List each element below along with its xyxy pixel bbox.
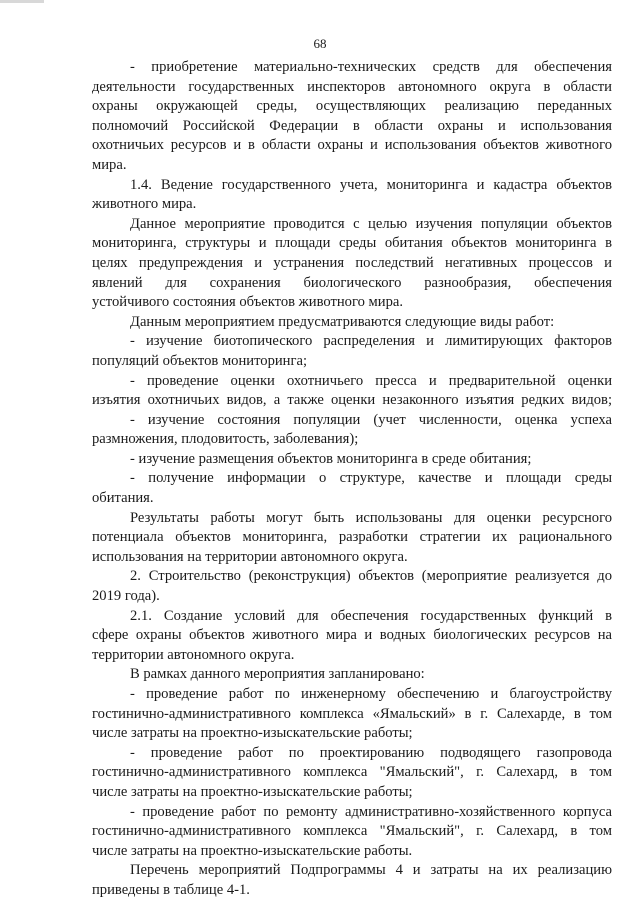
document-body <box>92 58 612 901</box>
section-heading: 2.1. Создание условий для обеспечения государственных функций в <box>130 607 612 624</box>
text-line: гостинично-административного комплекса "Ямальский", г. Салехард, в том <box>92 823 612 840</box>
text-line: животного мира. <box>92 196 197 213</box>
text-line: Данное мероприятие проводится с целью изучения популяции объектов <box>130 215 612 232</box>
text-line: размножения, плодовитость, заболевания); <box>92 431 359 448</box>
list-item: - проведение работ по проектированию подводящего газопровода <box>130 744 612 761</box>
text-line: мониторинга, структуры и площади среды обитания объектов мониторинга в <box>92 235 612 252</box>
list-item: - изучение биотопического распределения и лимитирующих факторов <box>130 333 612 350</box>
text-line: Результаты работы могут быть использованы для оценки ресурсного <box>130 509 612 526</box>
text-line: - приобретение материально-технических средств для обеспечения <box>130 59 612 75</box>
text-line: деятельности государственных инспекторов автономного округа в области <box>92 78 612 95</box>
text-line: приведены в таблице 4-1. <box>92 881 250 898</box>
text-line: числе затраты на проектно-изыскательские работы; <box>92 725 413 742</box>
text-line: мира. <box>92 156 127 173</box>
section-heading: 1.4. Ведение государственного учета, мониторинга и кадастра объектов <box>130 176 612 193</box>
list-item: - изучение размещения объектов мониторинга в среде обитания; <box>130 450 532 467</box>
list-item: - проведение работ по ремонту административно-хозяйственного корпуса <box>130 803 612 820</box>
text-line: гостинично-административного комплекса «Ямальский» в г. Салехарде, в том <box>92 705 612 722</box>
text-line: использования на территории автономного округа. <box>92 548 408 565</box>
text-line: целях предупреждения и устранения последствий негативных процессов и <box>92 254 612 271</box>
text-line: популяций объектов мониторинга; <box>92 352 308 369</box>
text-line: В рамках данного мероприятия запланировано: <box>130 666 425 683</box>
text-line: Перечень мероприятий Подпрограммы 4 и затраты на их реализацию <box>130 862 612 879</box>
text-line: числе затраты на проектно-изыскательские работы; <box>92 783 413 800</box>
text-line: Данным мероприятием предусматриваются следующие виды работ: <box>130 313 555 330</box>
text-line: изъятия охотничьих видов, а также оценки незаконного изъятия редких видов; <box>92 392 612 409</box>
text-line: территории автономного округа. <box>92 646 295 663</box>
text-line: явлений для сохранения биологического разнообразия, обеспечения <box>92 274 612 291</box>
text-line: охотничьих ресурсов и в области охраны и использования объектов животного <box>92 137 612 154</box>
list-item: - проведение оценки охотничьего пресса и предварительной оценки <box>130 372 612 389</box>
text-line: охраны окружающей среды, осуществляющих реализацию переданных <box>92 98 612 115</box>
list-item: - изучение состояния популяции (учет численности, оценка успеха <box>130 411 612 428</box>
section-heading: 2. Строительство (реконструкция) объектов (мероприятие реализуется до <box>130 568 612 585</box>
list-item: - получение информации о структуре, качестве и площади среды <box>130 470 612 487</box>
text-line: обитания. <box>92 490 154 507</box>
text-line: числе затраты на проектно-изыскательские работы. <box>92 842 413 859</box>
list-item: - проведение работ по инженерному обеспечению и благоустройству <box>130 686 612 702</box>
scan-artifact <box>0 0 44 3</box>
page-number: 68 <box>313 36 327 51</box>
text-line: сфере охраны объектов животного мира и водных биологических ресурсов на <box>92 627 612 644</box>
text-line: потенциала объектов мониторинга, разработки стратегии их рационального <box>92 529 612 546</box>
text-line: 2019 года). <box>92 588 160 605</box>
text-line: устойчивого состояния объектов животного мира. <box>92 294 403 311</box>
text-line: полномочий Российской Федерации в области охраны и использования <box>92 117 612 134</box>
text-line: гостинично-административного комплекса "Ямальский", г. Салехард, в том <box>92 764 612 781</box>
